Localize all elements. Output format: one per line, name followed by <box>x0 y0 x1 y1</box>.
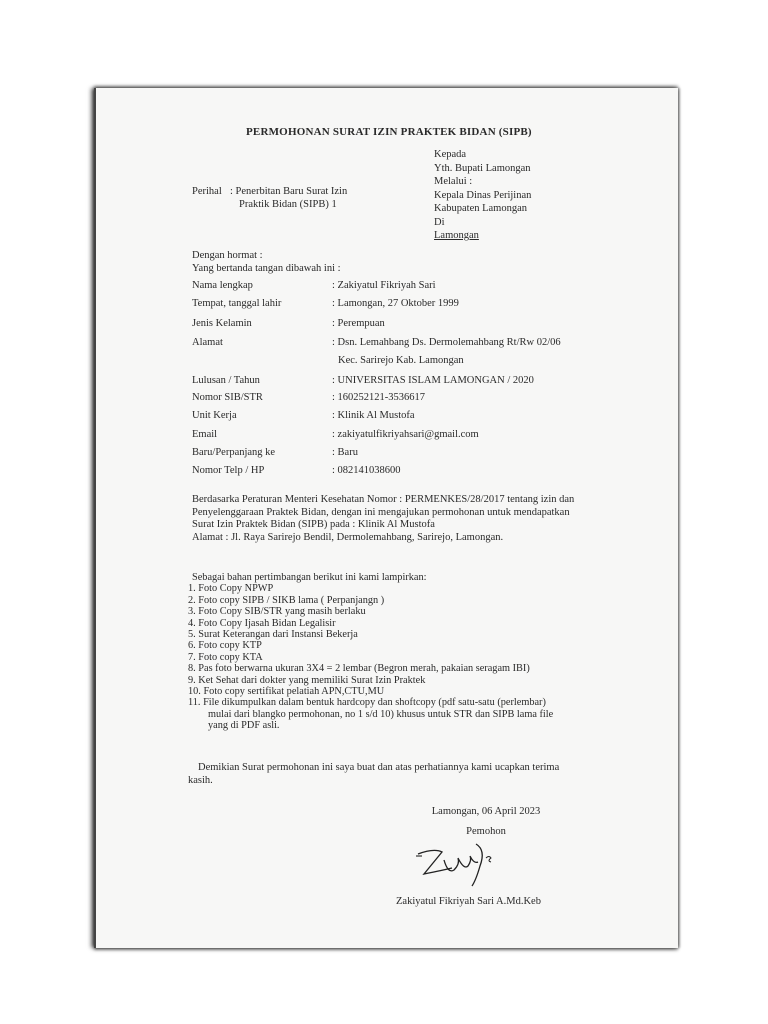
attachment-intro: Sebagai bahan pertimbangan berikut ini kami lampirkan: <box>192 572 427 583</box>
greeting-line: Dengan hormat : <box>192 250 263 261</box>
field-label: Lulusan / Tahun <box>192 375 260 386</box>
closing-line: kasih. <box>188 774 213 786</box>
signer-role: Pemohon <box>466 826 506 837</box>
document-title: PERMOHONAN SURAT IZIN PRAKTEK BIDAN (SIPB) <box>246 126 532 138</box>
field-label: Nomor Telp / HP <box>192 465 265 476</box>
paragraph-line: Berdasarka Peraturan Menteri Kesehatan Nomor : PERMENKES/28/2017 tentang izin dan <box>192 494 575 505</box>
field-value-cont: Kec. Sarirejo Kab. Lamongan <box>338 355 464 366</box>
attachment-item: 1. Foto Copy NPWP <box>188 583 274 595</box>
place-date: Lamongan, 06 April 2023 <box>431 806 541 817</box>
recipient-line: Kepada <box>434 149 467 160</box>
attachment-item: 3. Foto Copy SIB/STR yang masih berlaku <box>188 606 366 618</box>
field-value: : Baru <box>332 447 358 458</box>
closing-line: Demikian Surat permohonan ini saya buat dan atas perhatiannya kami ucapkan terima <box>198 762 560 773</box>
recipient-line: Kabupaten Lamongan <box>434 203 528 214</box>
perihal-value <box>230 185 347 211</box>
handwritten-signature <box>414 840 504 890</box>
paragraph-line: Penyelenggaraan Praktek Bidan, dengan ini mengajukan permohonan untuk mendapatkan <box>192 506 570 518</box>
recipient-line: Yth. Bupati Lamongan <box>434 162 531 174</box>
attachment-item-cont: yang di PDF asli. <box>208 720 280 732</box>
body-paragraph <box>192 494 612 544</box>
field-label: Baru/Perpanjang ke <box>192 447 276 458</box>
greeting-line: Yang bertanda tangan dibawah ini : <box>192 262 341 274</box>
field-label: Nama lengkap <box>192 280 253 291</box>
field-label: Unit Kerja <box>192 410 237 421</box>
attachment-item: 2. Foto copy SIPB / SIKB lama ( Perpanjangn ) <box>188 594 385 606</box>
field-value: : Lamongan, 27 Oktober 1999 <box>332 298 459 309</box>
field-label: Nomor SIB/STR <box>192 392 263 403</box>
attachment-item: 7. Foto copy KTA <box>188 651 263 663</box>
field-value: : 082141038600 <box>332 465 401 476</box>
greeting <box>192 250 341 275</box>
attachment-item: 10. Foto copy sertifikat pelatiah APN,CTU,MU <box>188 686 385 698</box>
recipient-city: Lamongan <box>434 230 479 241</box>
attachment-item: 6. Foto copy KTP <box>188 640 262 652</box>
perihal-line: : Penerbitan Baru Surat Izin <box>230 186 348 197</box>
field-value: : zakiyatulfikriyahsari@gmail.com <box>332 429 479 440</box>
paragraph-line: Alamat : Jl. Raya Sarirejo Bendil, Dermolemahbang, Sarirejo, Lamongan. <box>192 531 504 543</box>
attachment-item-cont: mulai dari blangko permohonan, no 1 s/d 10) khusus untuk STR dan SIPB lama file <box>208 708 554 720</box>
signer-name: Zakiyatul Fikriyah Sari A.Md.Keb <box>396 896 541 907</box>
attachment-item: 11. File dikumpulkan dalam bentuk hardcopy dan shoftcopy (pdf satu-satu (perlembar) <box>188 697 546 709</box>
field-value: : Klinik Al Mustofa <box>332 410 415 421</box>
closing-paragraph <box>188 762 559 787</box>
attachment-item: 8. Pas foto berwarna ukuran 3X4 = 2 lembar (Begron merah, pakaian seragam IBI) <box>188 663 530 675</box>
perihal-label: Perihal <box>192 186 222 197</box>
field-label: Email <box>192 429 218 440</box>
recipient-line: Melalui : <box>434 176 473 187</box>
attachment-item: 4. Foto Copy Ijasah Bidan Legalisir <box>188 617 336 629</box>
recipient-line: Di <box>434 216 445 228</box>
paragraph-line: Surat Izin Praktek Bidan (SIPB) pada : Klinik Al Mustofa <box>192 519 435 530</box>
document-page <box>94 88 678 948</box>
recipient-block <box>434 148 531 243</box>
field-label: Alamat <box>192 337 223 348</box>
attachment-item: 5. Surat Keterangan dari Instansi Bekerja <box>188 629 358 641</box>
signature-block <box>396 802 576 842</box>
field-value: : Perempuan <box>332 318 385 329</box>
attachment-list <box>188 572 553 732</box>
field-label: Tempat, tanggal lahir <box>192 298 282 309</box>
field-value: : UNIVERSITAS ISLAM LAMONGAN / 2020 <box>332 375 534 386</box>
field-label: Jenis Kelamin <box>192 318 252 329</box>
field-value: : 160252121-3536617 <box>332 392 426 403</box>
field-value: : Dsn. Lemahbang Ds. Dermolemahbang Rt/Rw 02/06 <box>332 337 561 348</box>
perihal-line: Praktik Bidan (SIPB) 1 <box>239 199 337 210</box>
attachment-item: 9. Ket Sehat dari dokter yang memiliki Surat Izin Praktek <box>188 674 426 686</box>
recipient-line: Kepala Dinas Perijinan <box>434 189 532 201</box>
field-value: : Zakiyatul Fikriyah Sari <box>332 280 436 291</box>
